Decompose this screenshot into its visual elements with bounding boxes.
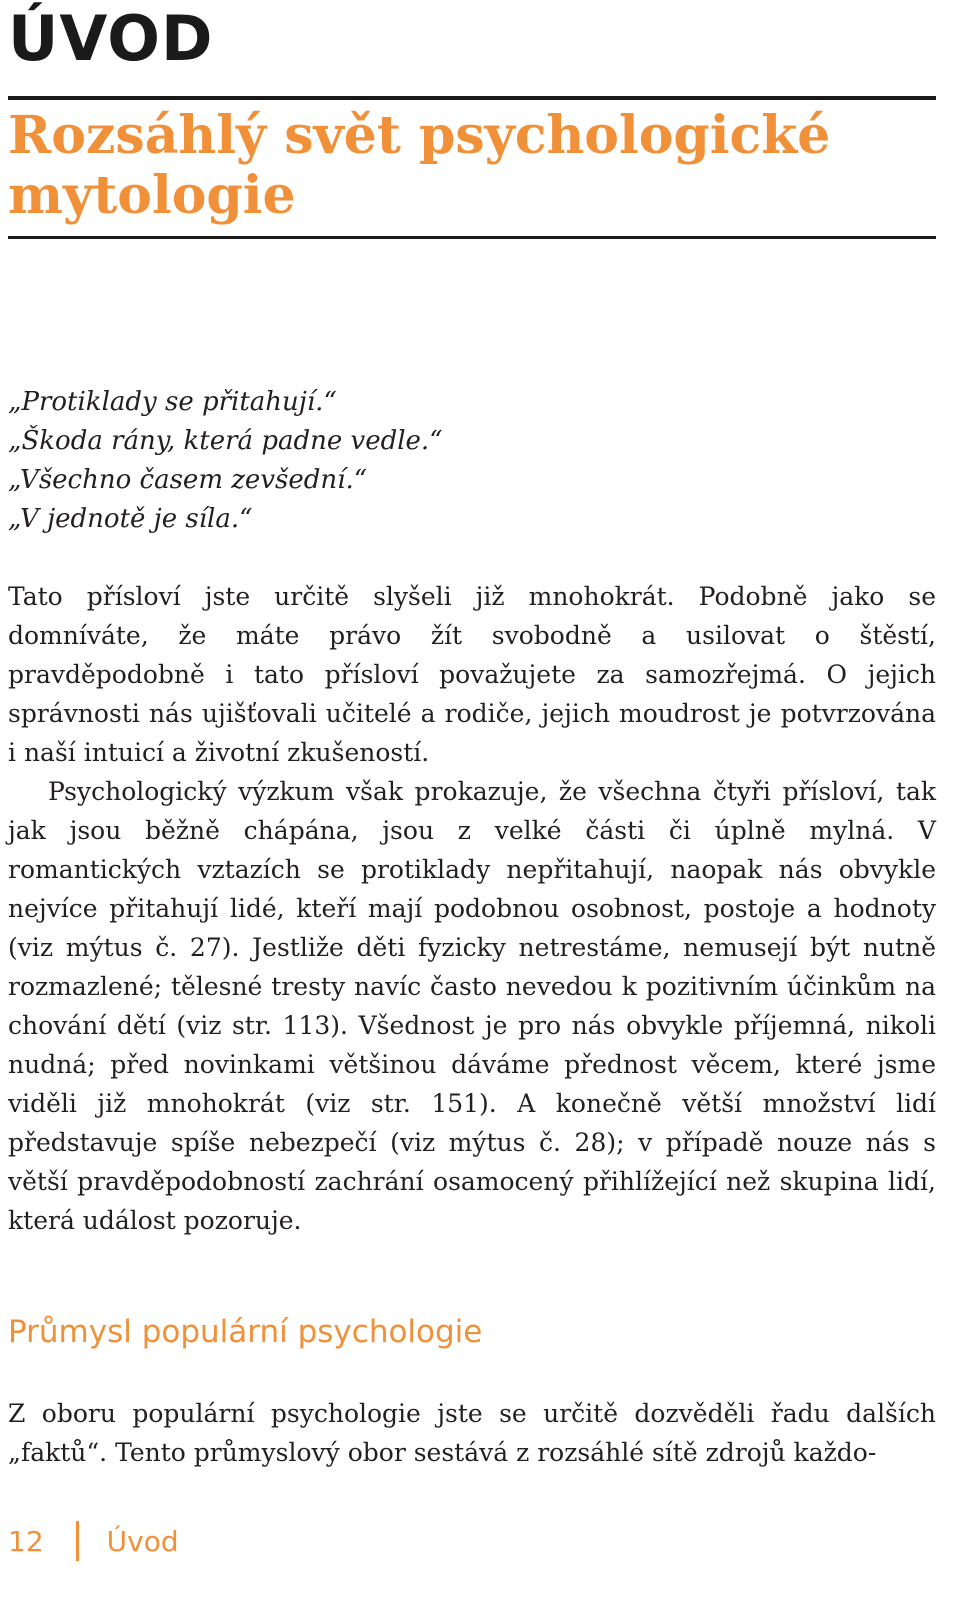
body-paragraph: Tato přísloví jste určitě slyšeli již mnohokrát. Podobně jako se domníváte, že máte právo žít svobodně a usilovat o štěstí, pravděpodobně i tato přísloví považujete za samozřejmá. O jejich správnosti nás ujišťovali učitelé a rodiče, jejich moudrost je potvrzována i naší intuicí a životní zkušeností.: [8, 582, 936, 767]
proverb-item: „V jednotě je síla.“: [8, 504, 253, 534]
section-body: [8, 1394, 936, 1472]
proverb-item: „Protiklady se přitahují.“: [8, 387, 337, 417]
section-heading: Průmysl populární psychologie: [8, 1314, 483, 1350]
proverb-item: „Škoda rány, která padne vedle.“: [8, 426, 443, 456]
intro-body: [8, 577, 936, 1240]
proverb-item: „Všechno časem zevšední.“: [8, 465, 367, 495]
page-number: 12: [8, 1524, 44, 1558]
running-title: Úvod: [106, 1524, 179, 1558]
chapter-title: Rozsáhlý svět psychologické mytologie: [8, 105, 831, 226]
body-paragraph: Z oboru populární psychologie jste se určitě dozvěděli řadu dalších „faktů“. Tento průmyslový obor sestává z rozsáhlé sítě zdrojů každo-: [8, 1399, 936, 1467]
proverb-list: [8, 383, 936, 539]
body-paragraph: Psychologický výzkum však prokazuje, že všechna čtyři přísloví, tak jak jsou běžně chápána, jsou z velké části či úplně mylná. V romantických vztazích se protiklady nepřitahují, naopak nás obvykle nejvíce přitahují lidé, kteří mají podobnou osobnost, postoje a hodnoty (viz mýtus č. 27). Jestliže děti fyzicky netrestáme, nemusejí být nutně rozmazlené; tělesné tresty navíc často nevedou k pozitivním účinkům na chování dětí (viz str. 113). Všednost je pro nás obvykle příjemná, nikoli nudná; před novinkami většinou dáváme přednost věcem, které jsme viděli již mnohokrát (viz str. 151). A konečně větší množství lidí představuje spíše nebezpečí (viz mýtus č. 28); v případě nouze nás s větší pravděpodobností zachrání osamocený přihlížející než skupina lidí, která událost pozoruje.: [8, 777, 936, 1235]
page-footer: [8, 1519, 179, 1563]
title-bottom-rule: [8, 236, 936, 239]
chapter-label: ÚVOD: [8, 2, 214, 75]
footer-separator: [76, 1521, 79, 1561]
title-top-rule: [8, 96, 936, 100]
